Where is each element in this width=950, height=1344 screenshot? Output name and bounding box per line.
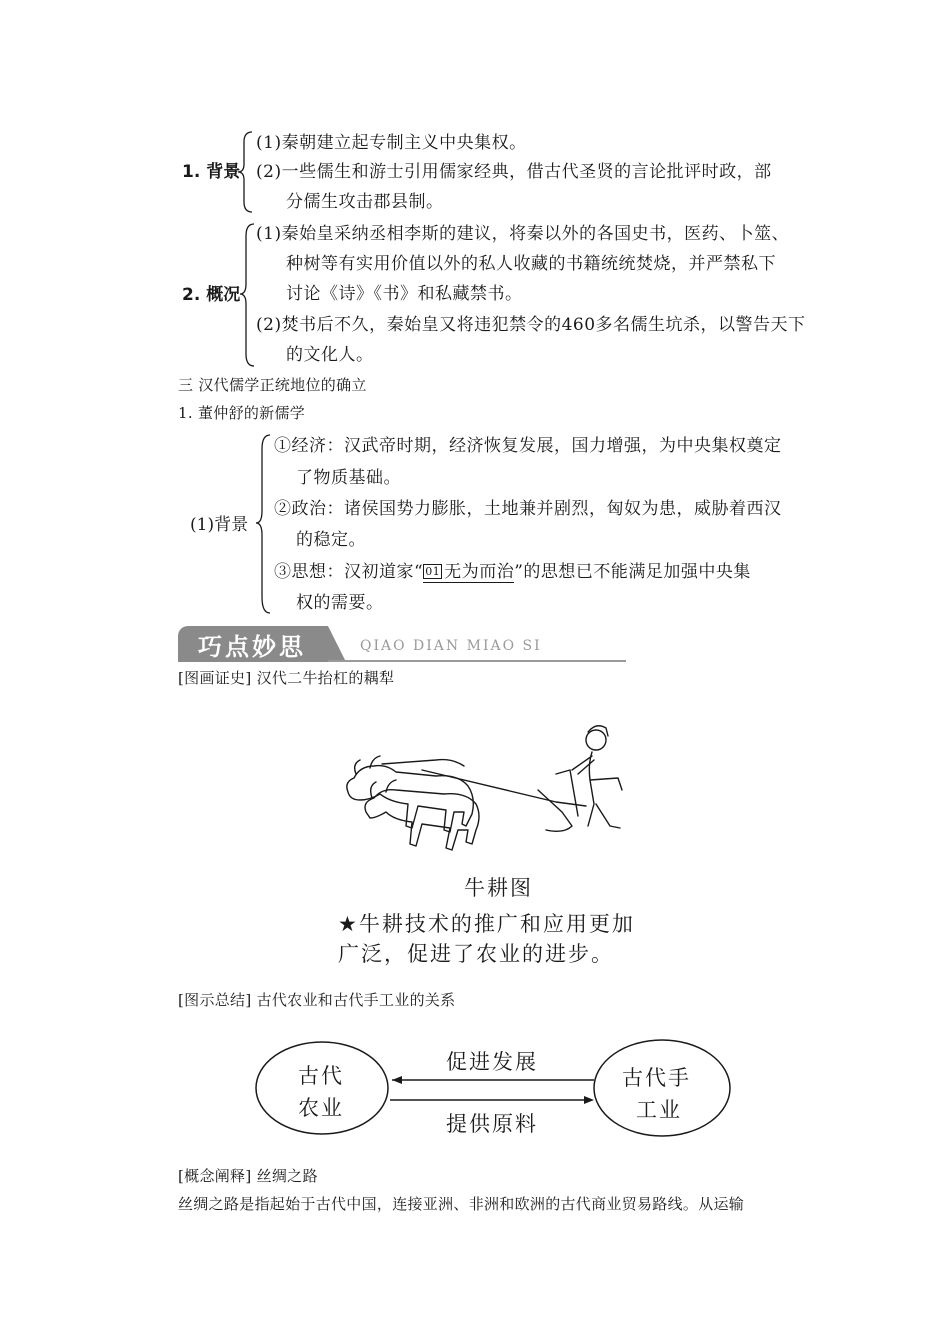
fig1-note-line-2: 广泛，促进了农业的进步。 (338, 942, 614, 966)
fig2-caption: [图示总结] 古代农业和古代手工业的关系 (178, 991, 456, 1009)
item2-label: 2. 概况 (182, 285, 241, 305)
item2-line-3: 讨论《诗》《书》和私藏禁书。 (286, 284, 523, 304)
bg-line-4: 的稳定。 (296, 530, 366, 550)
brace-3 (256, 433, 272, 615)
banner-subtitle: QIAO DIAN MIAO SI (360, 638, 542, 654)
ox-plough-illustration (326, 694, 674, 864)
item2-line-2: 种树等有实用价值以外的私人收藏的书籍统统焚烧，并严禁私下 (286, 254, 776, 274)
item1-label: 1. 背景 (182, 162, 241, 182)
left-node-line-2: 农业 (298, 1096, 344, 1120)
item2-line-4: (2)焚书后不久，秦始皇又将违犯禁令的460多名儒生坑杀，以警告天下 (256, 315, 806, 335)
left-node-line-1: 古代 (298, 1064, 344, 1088)
blank-answer: 无为而治 (444, 562, 515, 582)
ox-plough-figure (326, 694, 674, 984)
blank-number-badge: 01 (425, 565, 441, 578)
right-node-line-1: 古代手 (622, 1066, 691, 1090)
fill-blank (423, 562, 514, 583)
bg-line-6: 权的需要。 (296, 593, 384, 613)
concept-text: 丝绸之路是指起始于古代中国，连接亚洲、非洲和欧洲的古代商业贸易路线。从运输 (178, 1195, 745, 1213)
top-arrow-label: 促进发展 (446, 1050, 538, 1074)
section-heading: 三 汉代儒学正统地位的确立 (178, 376, 367, 394)
item1-line-2: (2)一些儒生和游士引用儒家经典，借古代圣贤的言论批评时政，部 (256, 162, 772, 182)
brace-1 (238, 130, 254, 214)
bottom-arrow-label: 提供原料 (446, 1112, 538, 1136)
item2-line-1: (1)秦始皇采纳丞相李斯的建议，将秦以外的各国史书，医药、卜筮、 (256, 224, 790, 244)
fig1-note-line-1: ★牛耕技术的推广和应用更加 (338, 912, 635, 936)
section-banner (178, 626, 626, 662)
bg-line-5-pre: ③思想：汉初道家“ (274, 562, 424, 582)
bg-line-2: 了物质基础。 (296, 468, 401, 488)
fig1-title: 牛耕图 (464, 876, 533, 900)
bg-line-3: ②政治：诸侯国势力膨胀，土地兼并剧烈，匈奴为患，威胁着西汉 (274, 499, 782, 519)
item1-line-1: (1)秦朝建立起专制主义中央集权。 (256, 133, 527, 153)
bg-line-5-post: ”的思想已不能满足加强中央集 (514, 562, 751, 582)
right-node-line-2: 工业 (636, 1098, 682, 1122)
brace-2 (240, 222, 256, 368)
concept-caption: [概念阐释] 丝绸之路 (178, 1167, 318, 1185)
bg-line-1: ①经济：汉武帝时期，经济恢复发展，国力增强，为中央集权奠定 (274, 436, 782, 456)
item1-line-3: 分儒生攻击郡县制。 (286, 192, 444, 212)
arrow-supply-head (584, 1096, 594, 1104)
item2-line-5: 的文化人。 (286, 345, 374, 365)
banner-title: 巧点妙思 (198, 633, 306, 661)
fig1-caption: [图画证史] 汉代二牛抬杠的耦犁 (178, 669, 395, 687)
banner-rule (328, 660, 626, 662)
relation-diagram (242, 1018, 742, 1160)
arrow-promote-head (392, 1076, 402, 1084)
bg-line-5 (274, 560, 751, 584)
sub-heading: 1. 董仲舒的新儒学 (178, 404, 306, 422)
bg-label: (1)背景 (190, 515, 249, 535)
